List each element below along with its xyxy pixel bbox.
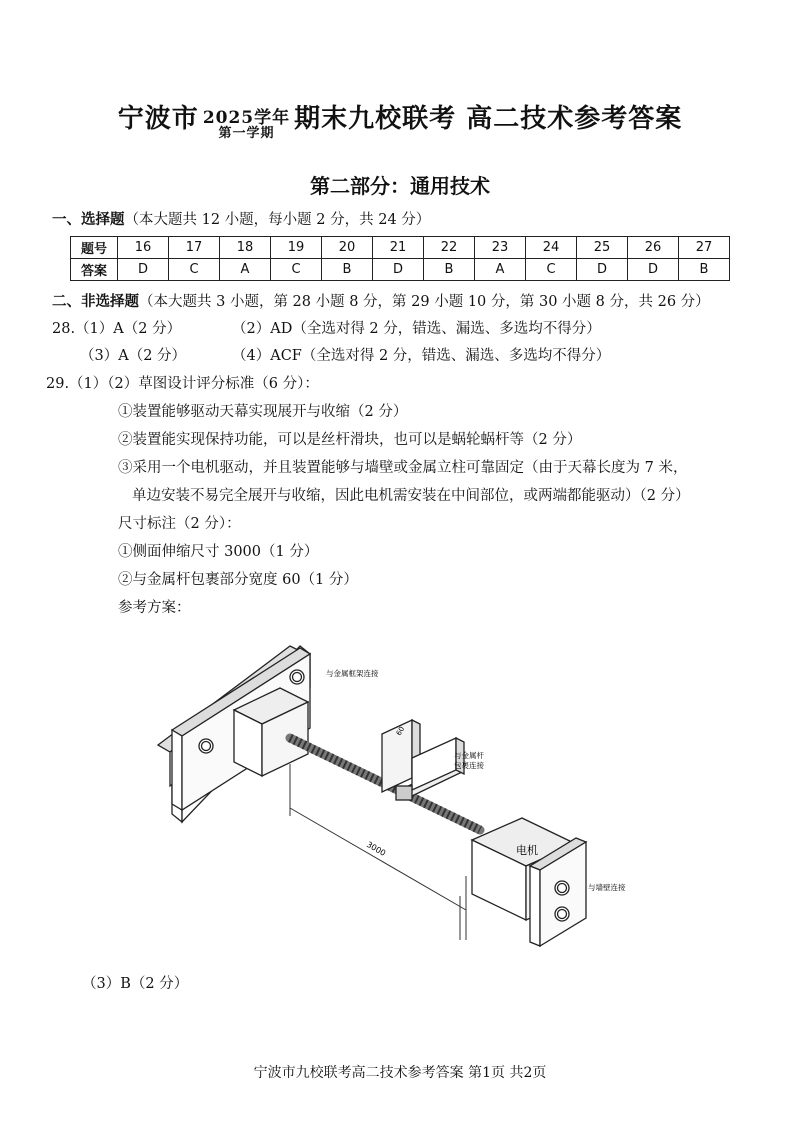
question-number-cell: 27: [679, 237, 730, 259]
answer-table-answer-row: [71, 259, 730, 281]
answer-cell: B: [322, 259, 373, 281]
answer-table-number-row: [71, 237, 730, 259]
section2-heading: 二、非选择题: [52, 293, 139, 310]
label-dimension-60: 60: [394, 725, 407, 737]
title-year: 2025学年: [202, 108, 291, 128]
section1-note: （本大题共 12 小题，每小题 2 分，共 24 分）: [124, 212, 431, 228]
q28-part3: （3）A（2 分）: [80, 348, 187, 364]
section2-note: （本大题共 3 小题，第 28 小题 8 分，第 29 小题 10 分，第 30 小题 8 分，共 26 分）: [139, 294, 710, 310]
answer-cell: B: [424, 259, 475, 281]
question-number-cell: 20: [322, 237, 373, 259]
q29-part3-answer: （3）B（2 分）: [82, 976, 189, 992]
q29-dimension-heading: 尺寸标注（2 分）：: [118, 516, 241, 532]
answer-cell: D: [628, 259, 679, 281]
document-title: [0, 98, 800, 141]
label-rod-connection-1: 与金属杆: [454, 751, 484, 760]
question-number-cell: 16: [118, 237, 169, 259]
label-frame-connection: 与金属框架连接: [326, 669, 379, 678]
row-label-answer: 答案: [71, 259, 118, 281]
q29-dimension-1: ①侧面伸缩尺寸 3000（1 分）: [118, 544, 319, 560]
answer-cell: D: [118, 259, 169, 281]
question-number-cell: 19: [271, 237, 322, 259]
label-dimension-3000: 3000: [365, 839, 388, 858]
answer-cell: A: [475, 259, 526, 281]
question-number-cell: 21: [373, 237, 424, 259]
q28-part1: 28.（1）A（2 分）: [52, 321, 182, 337]
answer-cell: A: [220, 259, 271, 281]
question-number-cell: 26: [628, 237, 679, 259]
question-number-cell: 18: [220, 237, 271, 259]
q29-reference-label: 参考方案：: [118, 600, 191, 616]
answer-cell: C: [526, 259, 577, 281]
section-part-title: 第二部分：通用技术: [310, 174, 490, 198]
q28-part2: （2）AD（全选对得 2 分，错选、漏选、多选均不得分）: [232, 321, 601, 337]
question-number-cell: 22: [424, 237, 475, 259]
q28-part4: （4）ACF（全选对得 2 分，错选、漏选、多选均不得分）: [232, 348, 611, 364]
title-term-stack: [203, 110, 290, 142]
label-rod-connection-2: 包裹连接: [454, 761, 484, 770]
q29-criterion-1: ①装置能够驱动天幕实现展开与收缩（2 分）: [118, 404, 408, 420]
q29-criterion-3b: 单边安装不易完全展开与收缩，因此电机需安装在中间部位，或两端都能驱动）（2 分）: [132, 488, 690, 504]
answer-cell: D: [577, 259, 628, 281]
title-term: 第一学期: [218, 126, 275, 141]
label-motor: 电机: [516, 844, 538, 857]
reference-design-figure: [150, 640, 626, 970]
question-number-cell: 17: [169, 237, 220, 259]
answer-cell: B: [679, 259, 730, 281]
q29-heading: 29.（1）（2）草图设计评分标准（6 分）：: [46, 376, 319, 392]
q29-dimension-2: ②与金属杆包裹部分宽度 60（1 分）: [118, 572, 358, 588]
answer-cell: D: [373, 259, 424, 281]
section1-header: [52, 208, 430, 229]
label-wall-connection: 与墙壁连接: [588, 883, 626, 892]
answer-cell: C: [271, 259, 322, 281]
question-number-cell: 23: [475, 237, 526, 259]
answer-cell: C: [169, 259, 220, 281]
answer-table: [70, 236, 730, 281]
section1-heading: 一、选择题: [52, 211, 125, 228]
title-city: 宁波市: [117, 104, 199, 134]
q29-criterion-3a: ③采用一个电机驱动，并且装置能够与墙壁或金属立柱可靠固定（由于天幕长度为 7 米，: [118, 460, 688, 476]
page-footer: 宁波市九校联考高二技术参考答案 第1页 共2页: [253, 1065, 547, 1081]
section2-header: [52, 290, 710, 311]
row-label-question: 题号: [71, 237, 118, 259]
question-number-cell: 24: [526, 237, 577, 259]
title-rest: 期末九校联考 高二技术参考答案: [294, 104, 683, 134]
question-number-cell: 25: [577, 237, 628, 259]
q29-criterion-2: ②装置能实现保持功能，可以是丝杆滑块，也可以是蜗轮蜗杆等（2 分）: [118, 432, 582, 448]
